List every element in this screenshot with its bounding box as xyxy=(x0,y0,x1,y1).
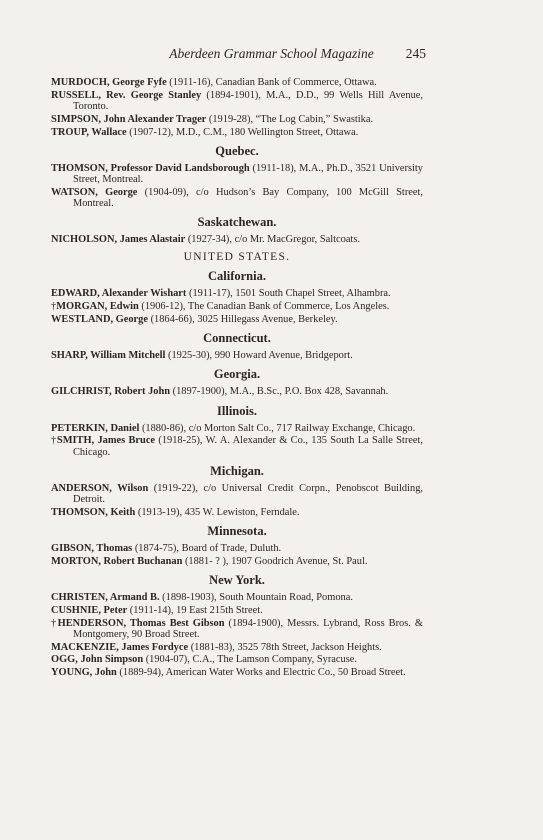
entry-name: OGG, John Simpson xyxy=(51,654,144,666)
entry-details: (1918-25), W. A. Alexander & Co., 135 South La Salle Street, Chicago. xyxy=(73,435,423,458)
entry-name: SIMPSON, John Alexander Trager xyxy=(51,113,207,125)
region-heading: Georgia. xyxy=(213,367,261,382)
magazine-title: Aberdeen Grammar School Magazine xyxy=(169,46,374,61)
entry-name: SHARP, William Mitchell xyxy=(51,350,166,362)
entry-name: THOMSON, Professor David Landsborough xyxy=(51,162,250,174)
entry-details: (1911-17), 1501 South Chapel Street, Alhambra. xyxy=(186,288,391,300)
directory-entry xyxy=(51,667,423,678)
directory-entry xyxy=(51,187,423,209)
directory-entry xyxy=(51,423,423,434)
entry-name: WATSON, George xyxy=(51,186,138,198)
region-heading: Illinois. xyxy=(217,403,257,418)
entry-name: MURDOCH, George Fyfe xyxy=(51,77,167,88)
directory-entry xyxy=(51,618,423,640)
deceased-mark: † xyxy=(51,435,57,447)
entry-name: ANDERSON, Wilson xyxy=(51,482,149,494)
directory-entry xyxy=(51,77,423,88)
entry-name: YOUNG, John xyxy=(51,667,117,679)
entry-details: (1913-19), 435 W. Lewiston, Ferndale. xyxy=(135,506,300,518)
entry-details: (1898-1903), South Mountain Road, Pomona. xyxy=(159,592,353,604)
directory-entry xyxy=(51,114,423,125)
entry-details: (1864-66), 3025 Hillegass Avenue, Berkeley. xyxy=(147,314,338,325)
directory-entry xyxy=(51,654,423,665)
directory-entry xyxy=(51,314,423,325)
deceased-mark: † xyxy=(51,301,57,313)
entry-name: EDWARD, Alexander Wishart xyxy=(51,288,187,300)
directory-entry xyxy=(51,483,423,505)
entry-name: TROUP, Wallace xyxy=(51,126,127,138)
entry-details: (1907-12), M.D., C.M., 180 Wellington Street, Ottawa. xyxy=(126,126,359,138)
entry-details: (1919-28), “The Log Cabin,” Swastika. xyxy=(206,113,374,125)
entry-name: HENDERSON, Thomas Best Gibson xyxy=(57,617,225,629)
entry-name: CHRISTEN, Armand B. xyxy=(51,592,160,604)
directory-entry xyxy=(51,435,423,457)
entry-name: THOMSON, Keith xyxy=(51,506,136,518)
entry-details: (1911-14), 19 East 215th Street. xyxy=(127,604,263,616)
directory-entry xyxy=(51,605,423,616)
entry-name: MACKENZIE, James Fordyce xyxy=(51,641,189,653)
directory-entry xyxy=(51,127,423,138)
region-heading: Saskatchewan. xyxy=(197,215,277,230)
entry-details: (1919-22), c/o Universal Credit Corpn., Penobscot Building, Detroit. xyxy=(73,482,423,506)
directory-entry xyxy=(51,90,423,112)
entry-name: GILCHRIST, Robert John xyxy=(51,386,171,398)
directory-entry xyxy=(51,386,423,397)
entry-details: (1927-34), c/o Mr. MacGregor, Saltcoats. xyxy=(185,234,360,246)
entry-name: PETERKIN, Daniel xyxy=(51,422,140,434)
deceased-mark: † xyxy=(51,617,58,629)
entry-name: RUSSELL, Rev. George Stanley xyxy=(51,89,202,101)
entry-name: WESTLAND, George xyxy=(51,314,148,325)
entry-details: (1874-75), Board of Trade, Duluth. xyxy=(132,543,282,555)
country-heading: UNITED STATES. xyxy=(183,251,291,264)
directory-listing xyxy=(51,77,423,680)
directory-entry xyxy=(51,163,423,185)
directory-entry xyxy=(51,642,423,653)
entry-details: (1911-16), Canadian Bank of Commerce, Ottawa. xyxy=(166,77,377,88)
entry-name: GIBSON, Thomas xyxy=(51,543,133,555)
directory-entry xyxy=(51,288,423,299)
entry-name: MORGAN, Edwin xyxy=(56,301,139,313)
directory-entry xyxy=(51,543,423,554)
directory-entry xyxy=(51,592,423,603)
entry-details: (1897-1900), M.A., B.Sc., P.O. Box 428, Savannah. xyxy=(170,386,389,398)
region-heading: Connecticut. xyxy=(203,331,271,346)
entry-details: (1889-94), American Water Works and Electric Co., 50 Broad Street. xyxy=(116,667,406,679)
entry-name: MORTON, Robert Buchanan xyxy=(51,555,183,567)
entry-details: (1904-07), C.A., The Lamson Company, Syracuse. xyxy=(143,654,357,666)
region-heading: California. xyxy=(208,269,266,284)
entry-details: (1881-83), 3525 78th Street, Jackson Heights. xyxy=(188,641,382,653)
running-head xyxy=(0,46,543,66)
entry-details: (1925-30), 990 Howard Avenue, Bridgeport. xyxy=(165,350,353,362)
region-heading: New York. xyxy=(209,573,265,588)
entry-details: (1911-18), M.A., Ph.D., 3521 University Street, Montreal. xyxy=(73,162,423,185)
entry-name: NICHOLSON, James Alastair xyxy=(51,234,186,246)
entry-details: (1906-12), The Canadian Bank of Commerce, Los Angeles. xyxy=(138,301,390,313)
page-number: 245 xyxy=(405,46,426,61)
entry-name: CUSHNIE, Peter xyxy=(51,604,128,616)
region-heading: Minnesota. xyxy=(207,524,267,539)
directory-entry xyxy=(51,301,423,312)
entry-details: (1880-86), c/o Morton Salt Co., 717 Railway Exchange, Chicago. xyxy=(139,422,416,434)
entry-details: (1881- ? ), 1907 Goodrich Avenue, St. Paul. xyxy=(182,555,368,567)
directory-entry xyxy=(51,234,423,245)
region-heading: Quebec. xyxy=(215,143,259,158)
entry-name: SMITH, James Bruce xyxy=(56,435,156,447)
entry-details: (1894-1900), Messrs. Lybrand, Ross Bros. & Montgomery, 90 Broad Street. xyxy=(73,617,423,640)
directory-entry xyxy=(51,556,423,567)
directory-entry xyxy=(51,350,423,361)
directory-entry xyxy=(51,507,423,518)
entry-details: (1904-09), c/o Hudson’s Bay Company, 100 McGill Street, Montreal. xyxy=(73,186,423,209)
entry-details: (1894-1901), M.A., D.D., 99 Wells Hill Avenue, Toronto. xyxy=(73,89,423,112)
region-heading: Michigan. xyxy=(210,463,264,478)
